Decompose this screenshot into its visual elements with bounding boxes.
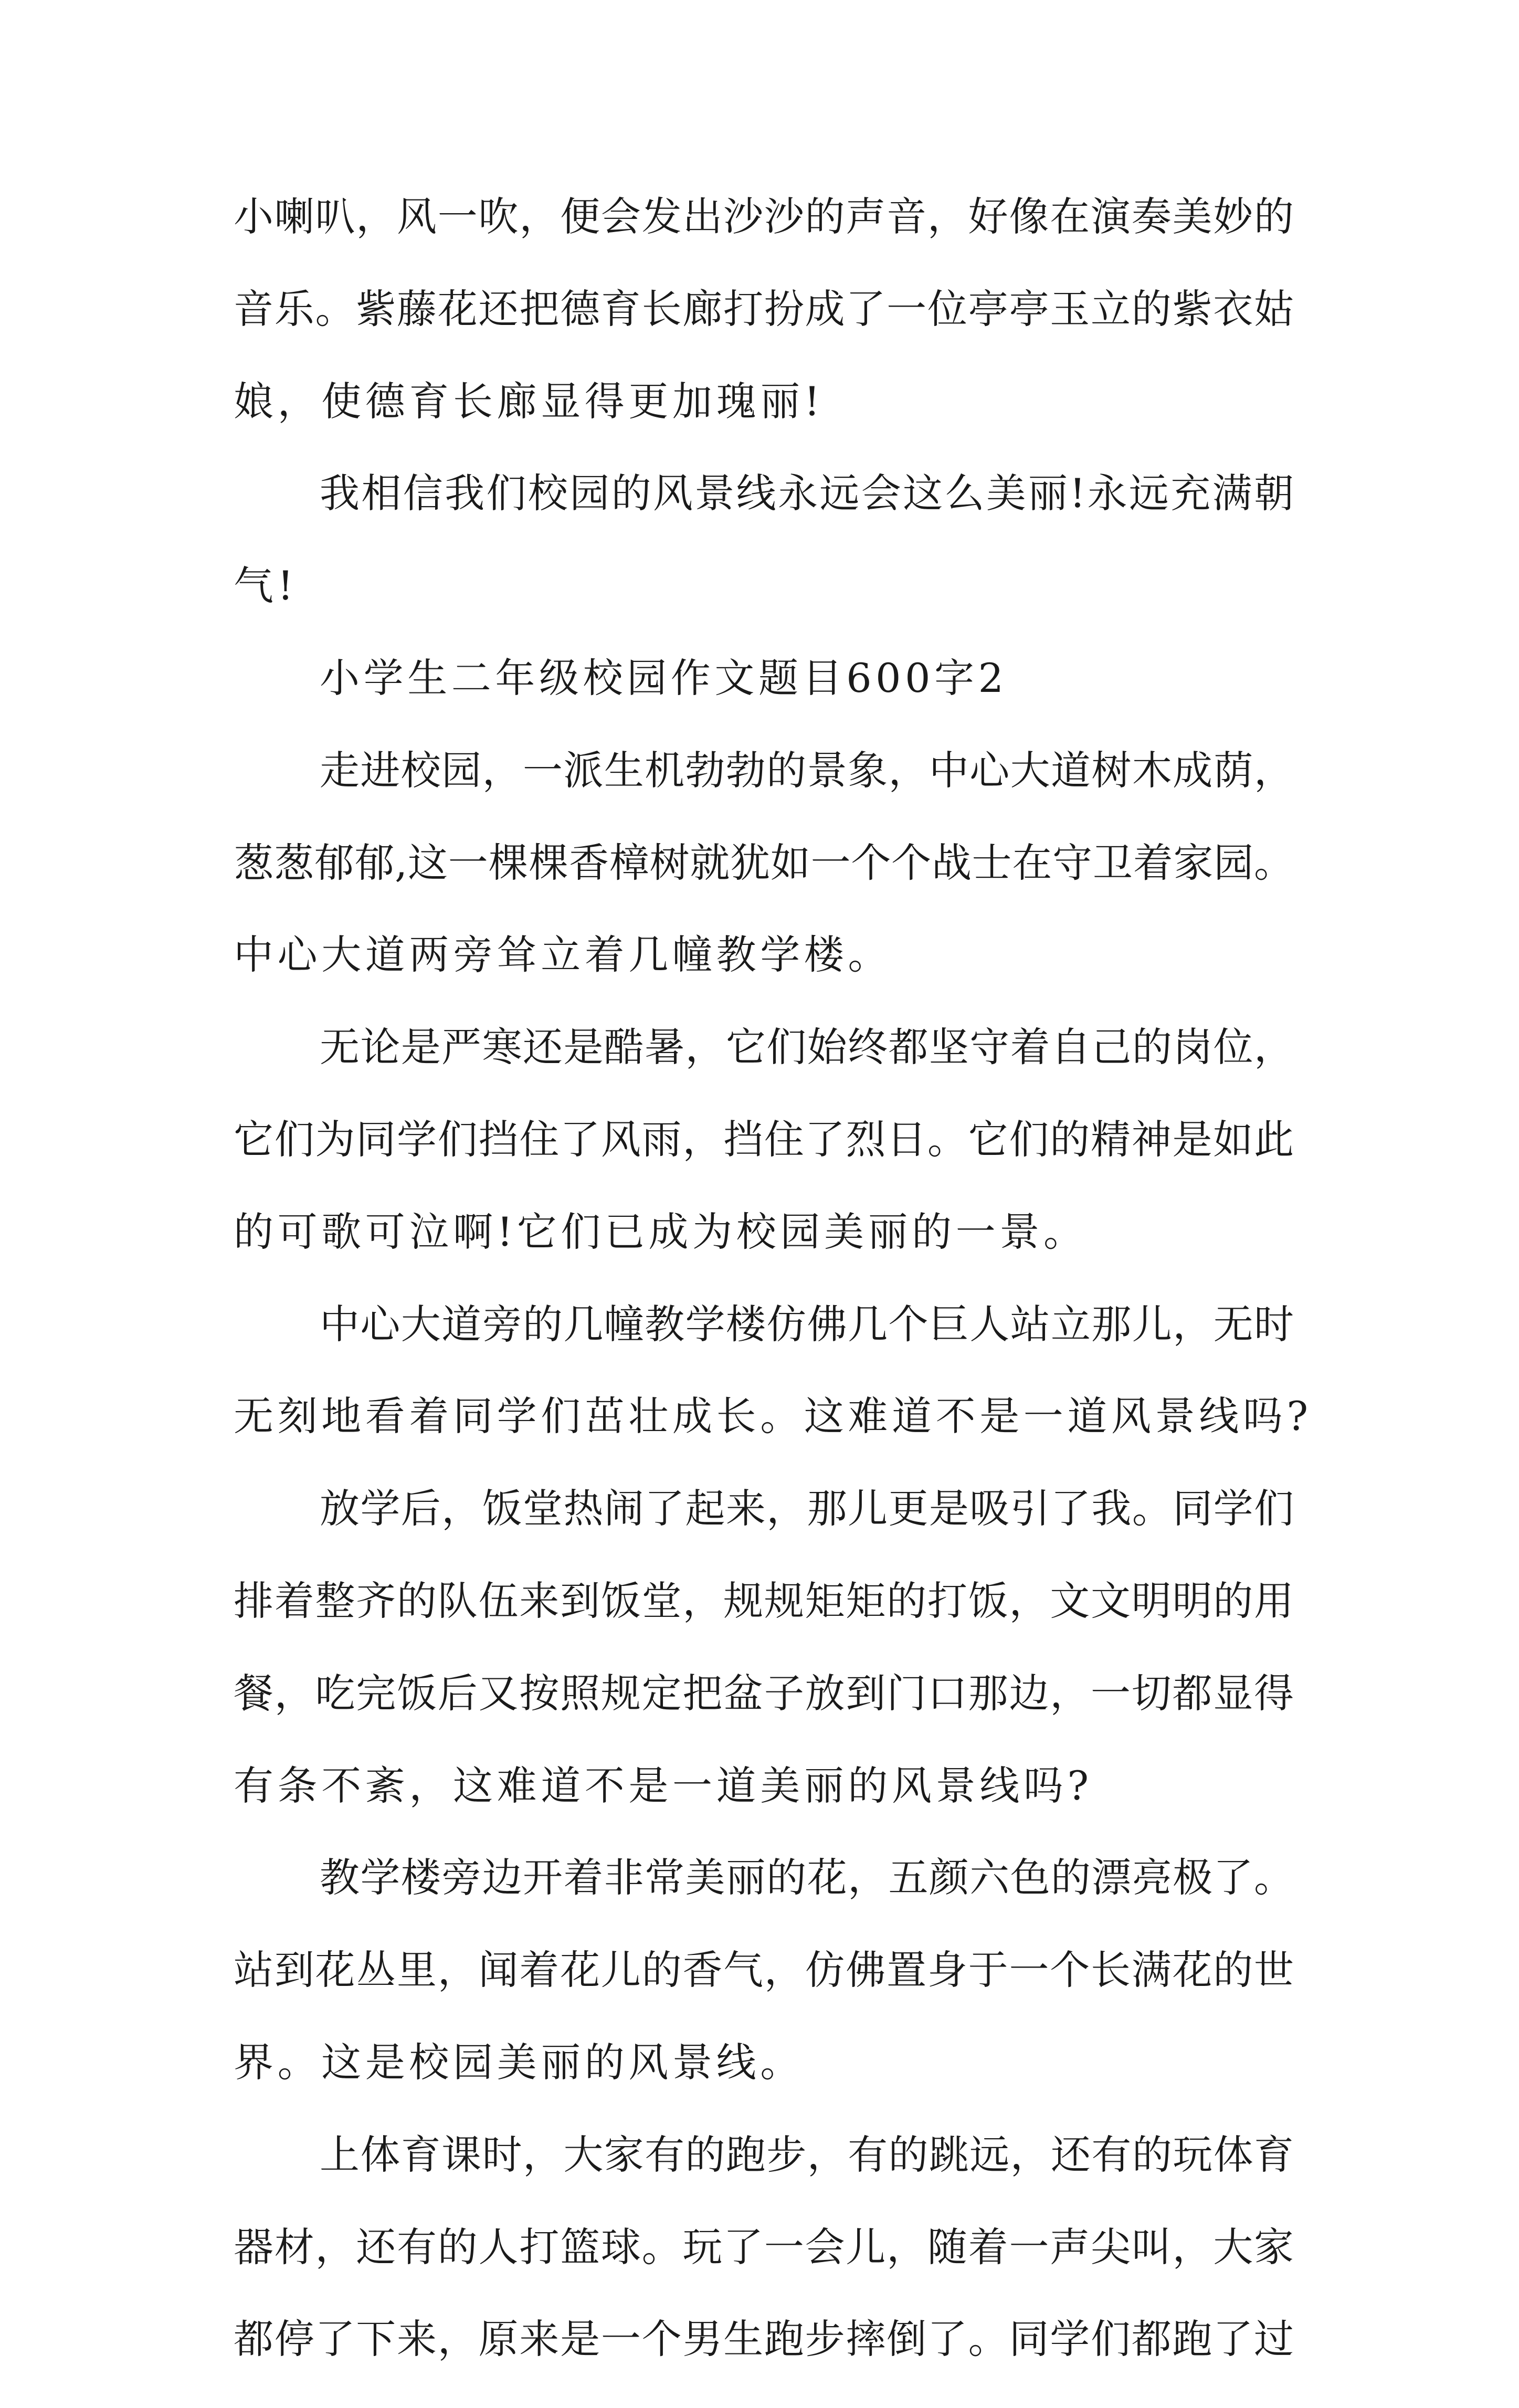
text-line: 放学后，饭堂热闹了起来，那儿更是吸引了我。同学们 [320,1485,1294,1532]
text-line: 小学生二年级校园作文题目600字2 [320,654,1008,701]
text-line: 葱葱郁郁,这一棵棵香樟树就犹如一个个战士在守卫着家园。 [234,839,1294,886]
text-line: 都停了下来，原来是一个男生跑步摔倒了。同学们都跑了过 [234,2316,1294,2363]
essay-body [234,193,1312,2408]
text-line: 无刻地看着同学们茁壮成长。这难道不是一道风景线吗? [234,1393,1312,1440]
text-line: 它们为同学们挡住了风雨，挡住了烈日。它们的精神是如此 [234,1116,1294,1163]
text-line: 排着整齐的队伍来到饭堂，规规矩矩的打饭，文文明明的用 [234,1577,1294,1624]
text-line: 气! [234,562,298,609]
text-line: 上体育课时，大家有的跑步，有的跳远，还有的玩体育 [320,2131,1294,2178]
text-line: 餐，吃完饭后又按照规定把盆子放到门口那边，一切都显得 [234,1669,1294,1717]
text-line: 娘，使德育长廊显得更加瑰丽! [234,377,824,425]
text-line: 小喇叭，风一吹，便会发出沙沙的声音，好像在演奏美妙的 [234,193,1294,240]
text-line: 中心大道旁的几幢教学楼仿佛几个巨人站立那儿，无时 [320,1300,1294,1348]
text-line: 教学楼旁边开着非常美丽的花，五颜六色的漂亮极了。 [320,1854,1294,1901]
text-line: 的可歌可泣啊!它们已成为校园美丽的一景。 [234,1208,1088,1255]
text-line: 音乐。紫藤花还把德育长廊打扮成了一位亭亭玉立的紫衣姑 [234,285,1294,332]
text-line: 有条不紊，这难道不是一道美丽的风景线吗? [234,1762,1093,1809]
text-line: 站到花丛里，闻着花儿的香气，仿佛置身于一个长满花的世 [234,1947,1294,1994]
text-line: 界。这是校园美丽的风景线。 [234,2038,804,2086]
text-line: 我相信我们校园的风景线永远会这么美丽!永远充满朝 [320,470,1294,517]
text-line: 无论是严寒还是酷暑，它们始终都坚守着自己的岗位， [320,1024,1294,1071]
text-line: 器材，还有的人打篮球。玩了一会儿，随着一声尖叫，大家 [234,2223,1294,2270]
text-line: 走进校园，一派生机勃勃的景象，中心大道树木成荫， [320,746,1294,794]
text-line: 中心大道两旁耸立着几幢教学楼。 [234,931,892,979]
